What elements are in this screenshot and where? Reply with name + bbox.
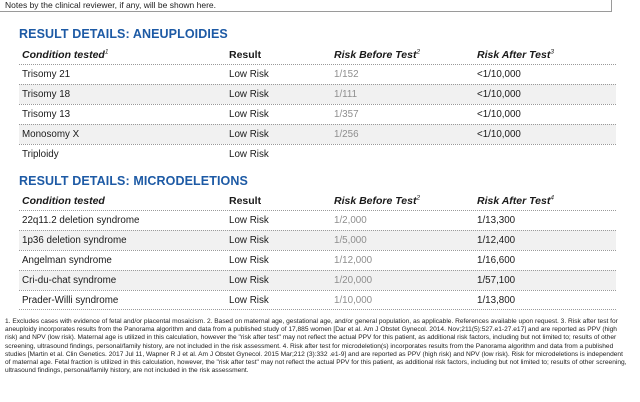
- header-risk-before: Risk Before Test$^2$: [334, 194, 421, 207]
- clinical-notes-box: [0, 0, 612, 12]
- result-cell: Low Risk: [229, 215, 269, 226]
- risk-after-cell: <1/10,000: [477, 129, 521, 140]
- header-result: Result: [229, 195, 262, 207]
- header-result: Result: [229, 49, 262, 61]
- aneuploidies-table: [19, 46, 616, 164]
- result-cell: Low Risk: [229, 255, 269, 266]
- table-row: [19, 144, 616, 164]
- condition-cell: Trisomy 18: [22, 89, 71, 100]
- result-cell: Low Risk: [229, 69, 269, 80]
- table-row: [19, 230, 616, 250]
- table-header-row: [19, 46, 616, 64]
- risk-before-cell: 1/111: [334, 89, 358, 100]
- condition-cell: Trisomy 21: [22, 69, 71, 80]
- result-cell: Low Risk: [229, 129, 269, 140]
- table-row: [19, 84, 616, 104]
- risk-before-cell: 1/20,000: [334, 275, 373, 286]
- table-row: [19, 210, 616, 230]
- table-row: [19, 250, 616, 270]
- risk-after-cell: 1/13,800: [477, 294, 516, 306]
- risk-before-cell: 1/357: [334, 109, 359, 120]
- condition-cell: 22q11.2 deletion syndrome: [22, 215, 140, 226]
- condition-cell: Angelman syndrome: [22, 255, 112, 266]
- table-header-row: [19, 192, 616, 210]
- header-risk-after: Risk After Test$^4$: [477, 194, 554, 207]
- header-risk-before: Risk Before Test$^2$: [334, 48, 421, 61]
- header-condition-tested: Condition tested: [22, 195, 105, 207]
- aneuploidies-section-title: RESULT DETAILS: ANEUPLOIDIES: [19, 27, 228, 41]
- table-row: [19, 290, 616, 310]
- risk-before-cell: 1/256: [334, 129, 359, 140]
- risk-before-cell: 1/152: [334, 69, 359, 80]
- risk-before-cell: 1/2,000: [334, 215, 367, 226]
- footnotes: 1. Excludes cases with evidence of fetal and/or placental mosaicism. 2. Based on maternal age, gestational age, and/or general population, as applicable. References available upon request. 3. Risk after test for aneuploidy incorporates results from the Panorama algorithm and data from a published study of 17,885 women [Dar et al. Am J Obstet Gynecol. 2014. Nov;211(5):527.e1-27.e17] and are reported as PPV (high risk) and NPV (low risk). Maternal age is utilized in this calculation, however the "risk after test" may not reflect the actual PPV for this patient, as additional risk factors, including but not limited to; results of other screening, ultrasound findings, personal/family history, are not included in the risk assessment. 4. Risk after test for microdeletion(s) incorporates results from the Panorama algorithm and data from a published studies [Martin et al. Clin Genetics. 2017 Jul 11, Wapner R J et al. Am J Obstet Gynecol. 2015 Mar;212 (3):332 .e1-9] and are reported as PPV (high risk) and NPV (low risk). Risk for microdeletions is independent of maternal age. Fetal fraction is utilized in this calculation, however, the "risk after test" may not reflect the actual PPV for this patient, as additional risk factors, including but not limited to; results of other screening, ultrasound findings, personal/family history, are not included in the risk assessment.: [5, 318, 627, 375]
- risk-after-cell: 1/57,100: [477, 275, 516, 286]
- condition-cell: Trisomy 13: [22, 109, 71, 120]
- result-cell: Low Risk: [229, 89, 269, 100]
- microdeletions-table: [19, 192, 616, 310]
- result-cell: Low Risk: [229, 275, 269, 286]
- condition-cell: Cri-du-chat syndrome: [22, 275, 117, 286]
- risk-before-cell: 1/10,000: [334, 294, 373, 306]
- condition-cell: Triploidy: [22, 149, 59, 160]
- risk-after-cell: 1/16,600: [477, 255, 516, 266]
- result-cell: Low Risk: [229, 294, 269, 306]
- table-row: [19, 270, 616, 290]
- clinical-notes-text: Notes by the clinical reviewer, if any, will be shown here.: [5, 0, 217, 10]
- microdeletions-section-title: RESULT DETAILS: MICRODELETIONS: [19, 174, 248, 188]
- condition-cell: Prader-Willi syndrome: [22, 294, 119, 306]
- risk-after-cell: <1/10,000: [477, 89, 521, 100]
- risk-after-cell: 1/12,400: [477, 235, 516, 246]
- risk-before-cell: 1/5,000: [334, 235, 367, 246]
- result-cell: Low Risk: [229, 149, 269, 160]
- header-risk-after: Risk After Test$^3$: [477, 48, 554, 61]
- risk-before-cell: 1/12,000: [334, 255, 373, 266]
- risk-after-cell: 1/13,300: [477, 215, 516, 226]
- risk-after-cell: <1/10,000: [477, 109, 521, 120]
- table-row: [19, 64, 616, 84]
- result-cell: Low Risk: [229, 235, 269, 246]
- table-row: [19, 104, 616, 124]
- condition-cell: 1p36 deletion syndrome: [22, 235, 127, 246]
- header-condition-tested: Condition tested$^1$: [22, 48, 109, 61]
- table-row: [19, 124, 616, 144]
- result-cell: Low Risk: [229, 109, 269, 120]
- condition-cell: Monosomy X: [22, 129, 80, 140]
- risk-after-cell: <1/10,000: [477, 69, 521, 80]
